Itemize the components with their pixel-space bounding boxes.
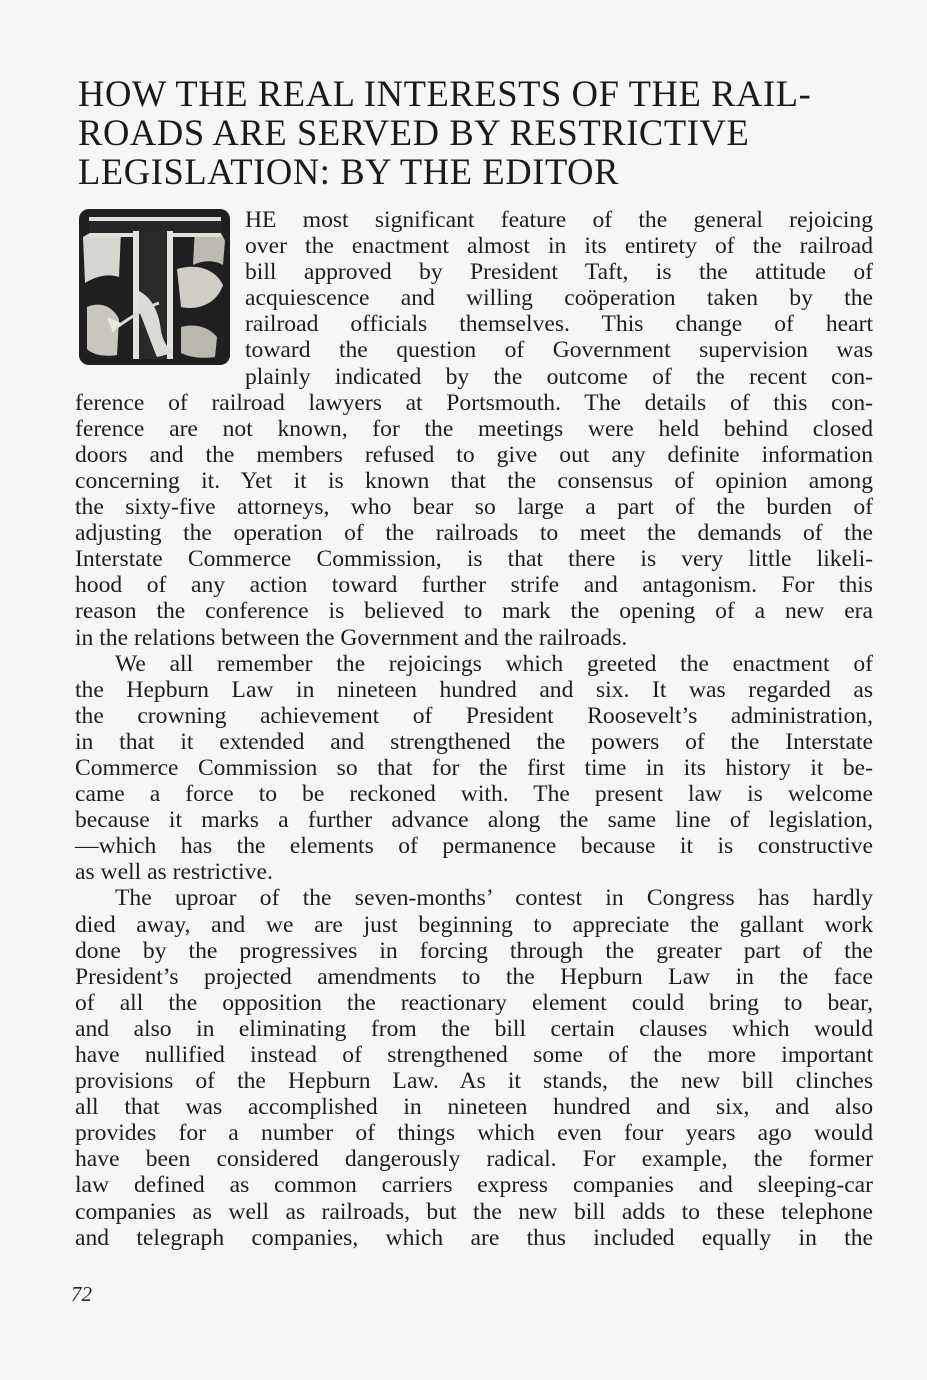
page-number: 72 <box>71 1282 92 1306</box>
body-line: over the enactment almost in its entirety of the railroad <box>245 233 873 260</box>
body-line: concerning it. Yet it is known that the consensus of opinion among <box>75 467 873 494</box>
body-line: doors and the members refused to give out any definite information <box>75 441 873 468</box>
body-line: provides for a number of things which even four years ago would <box>75 1120 873 1147</box>
body-line: the sixty-five attorneys, who bear so large a part of the burden of <box>75 494 873 521</box>
body-line: in that it extended and strengthened the powers of the Interstate <box>75 728 873 755</box>
body-line: because it marks a further advance along the same line of legislation, <box>75 807 873 834</box>
body-line: companies as well as railroads, but the new bill adds to these telephone <box>75 1198 873 1225</box>
body-line: The uproar of the seven-months’ contest in Congress has hardly <box>115 885 873 912</box>
body-line: acquiescence and willing coöperation taken by the <box>245 285 873 312</box>
body-line: plainly indicated by the outcome of the recent con- <box>245 363 873 390</box>
body-line: ference of railroad lawyers at Portsmouth. The details of this con- <box>75 389 873 416</box>
body-line: in the relations between the Government and the railroads. <box>75 624 628 651</box>
body-line: ference are not known, for the meetings were held behind closed <box>75 415 873 442</box>
body-line: reason the conference is believed to mark the opening of a new era <box>75 598 873 625</box>
body-line: all that was accomplished in nineteen hundred and six, and also <box>75 1094 873 1121</box>
body-line: as well as restrictive. <box>75 859 273 886</box>
body-line: the Hepburn Law in nineteen hundred and six. It was regarded as <box>75 676 873 703</box>
body-line: have nullified instead of strengthened some of the more important <box>75 1042 873 1068</box>
title-line: HOW THE REAL INTERESTS OF THE RAIL- <box>78 73 812 114</box>
title-line: LEGISLATION: BY THE EDITOR <box>78 151 620 192</box>
body-line: have been considered dangerously radical. For example, the former <box>75 1146 873 1173</box>
body-line: bill approved by President Taft, is the attitude of <box>245 259 873 286</box>
body-line: HE most significant feature of the general rejoicing <box>245 207 873 233</box>
body-line: adjusting the operation of the railroads to meet the demands of the <box>75 520 873 547</box>
body-line: —which has the elements of permanence because it is constructive <box>75 833 873 860</box>
body-line: hood of any action toward further strife and antagonism. For this <box>75 572 873 599</box>
body-line: and also in eliminating from the bill certain clauses which would <box>75 1015 873 1042</box>
article-title <box>78 74 878 191</box>
body-line: law defined as common carriers express companies and sleeping-car <box>75 1172 873 1199</box>
article-body <box>75 207 873 1251</box>
body-line: done by the progressives in forcing through the greater part of the <box>75 937 873 964</box>
body-line: came a force to be reckoned with. The present law is welcome <box>75 781 873 808</box>
body-line: Interstate Commerce Commission, is that there is very little likeli- <box>75 546 873 573</box>
body-line: of all the opposition the reactionary element could bring to bear, <box>75 989 873 1016</box>
body-line: railroad officials themselves. This change of heart <box>245 311 873 338</box>
body-line: President’s projected amendments to the Hepburn Law in the face <box>75 963 873 990</box>
body-line: the crowning achievement of President Roosevelt’s administration, <box>75 702 873 729</box>
body-line: We all remember the rejoicings which greeted the enactment of <box>115 650 873 677</box>
body-line: Commerce Commission so that for the first time in its history it be- <box>75 754 873 781</box>
title-line: ROADS ARE SERVED BY RESTRICTIVE <box>78 112 750 153</box>
body-line: provisions of the Hepburn Law. As it stands, the new bill clinches <box>75 1068 873 1095</box>
body-line: toward the question of Government supervision was <box>245 337 873 364</box>
body-line: died away, and we are just beginning to appreciate the gallant work <box>75 911 873 938</box>
body-line: and telegraph companies, which are thus included equally in the <box>75 1224 873 1251</box>
